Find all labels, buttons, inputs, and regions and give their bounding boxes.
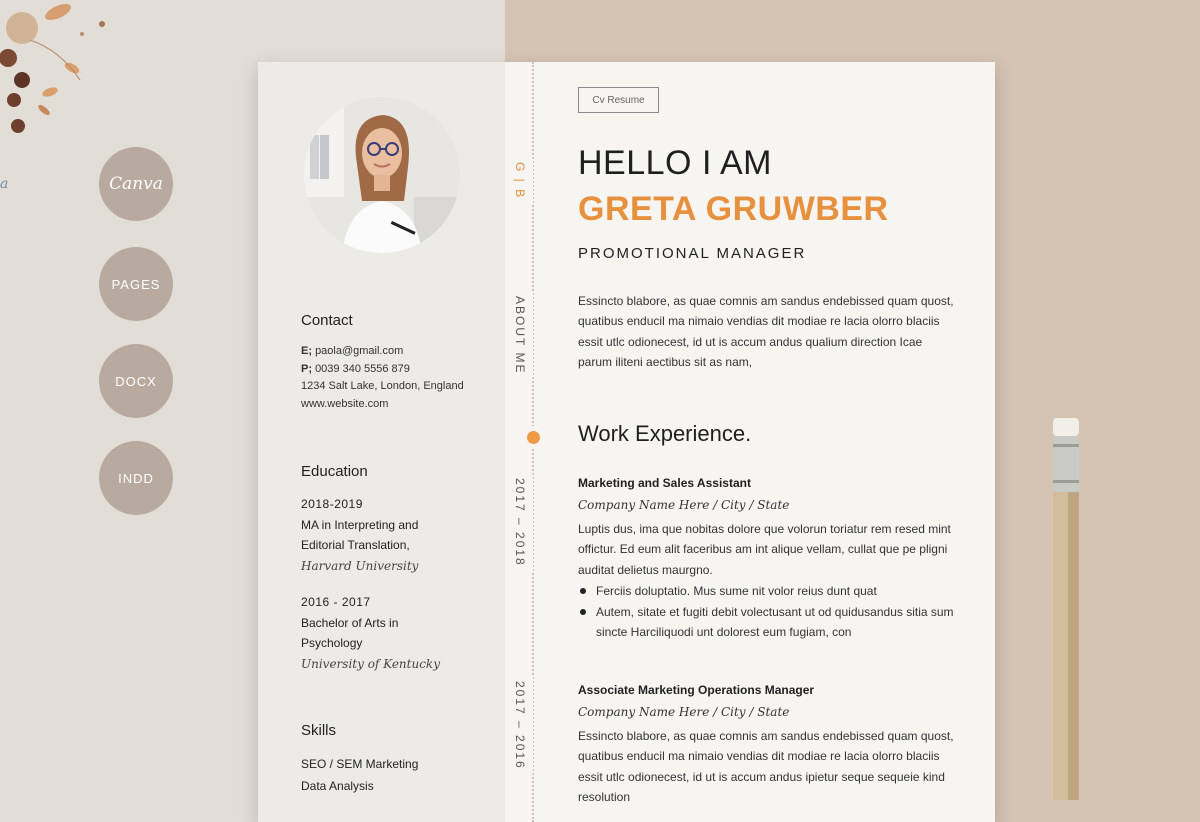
job-bullet: Autem, sitate et fugiti debit volectusant ut od quidusandus sitia sum sincte Harciliquodi unt dolorest eum fugiam, con (578, 602, 963, 643)
education-heading: Education (301, 463, 368, 480)
date-range: 2017 – 2018 (507, 474, 533, 571)
skill-item: SEO / SEM Marketing (301, 757, 419, 771)
contact-heading: Contact (301, 312, 353, 329)
cv-resume-tag: Cv Resume (578, 87, 659, 113)
resume-page (258, 62, 995, 822)
education-degree: MA in Interpreting and Editorial Translation, (301, 518, 419, 552)
job-company: Company Name Here / City / State (578, 705, 790, 719)
job-title: Marketing and Sales Assistant (578, 476, 751, 490)
job-description: Essincto blabore, as quae comnis am sandus endebissed quam quost, quatibus enducil ma nimaio vendias dit modiae re lacia olorro blaciis essit utlc odionecest, id ut is accum andus ipietur seque sequeie kind resolution (578, 729, 954, 804)
initials: G | B (507, 158, 533, 203)
job-company: Company Name Here / City / State (578, 498, 790, 512)
greeting: HELLO I AM (578, 144, 772, 182)
education-date: 2018-2019 (301, 497, 363, 511)
floral-decoration (0, 0, 115, 150)
job-description: Luptis dus, ima que nobitas dolore que volorun toriatur rem resed mint offictur. Ed eum alit faceribus am int alique vellam, cullat que pe pligni auditat delietus maurgno. (578, 522, 951, 577)
skills-heading: Skills (301, 722, 337, 739)
job-role: PROMOTIONAL MANAGER (578, 245, 807, 262)
person-name: GRETA GRUWBER (578, 190, 889, 228)
date-range: 2017 – 2016 (507, 677, 533, 774)
pencil-icon (1050, 418, 1082, 800)
phone-value: 0039 340 5556 879 (315, 362, 410, 375)
about-paragraph: Essincto blabore, as quae comnis am sandus endebissed quam quost, quatibus enducil ma nimaio vendias dit modiae re lacia olorro blaciis essit utlc odionecest, id ut is accum andus qualium direction Icae parum iliteni aectibus sit as nam, (578, 294, 954, 369)
timeline-dot (527, 431, 540, 444)
indd-format-badge: INDD (99, 441, 173, 515)
education-school: University of Kentucky (301, 657, 440, 671)
website: www.website.com (301, 397, 389, 410)
docx-format-badge: DOCX (99, 344, 173, 418)
education-school: Harvard University (301, 559, 419, 573)
address: 1234 Salt Lake, London, England (301, 380, 464, 392)
education-date: 2016 - 2017 (301, 595, 371, 609)
email-label: E; (301, 345, 312, 357)
canva-format-badge: Canva (99, 147, 173, 221)
phone-label: P; (301, 362, 312, 375)
job-bullets (578, 581, 963, 643)
job-bullet: Ferciis doluptatio. Mus sume nit volor reius dunt quat (578, 581, 963, 602)
about-me-label: ABOUT ME (507, 292, 533, 378)
work-experience-heading: Work Experience. (578, 421, 752, 446)
profile-photo (304, 97, 460, 253)
email-value: paola@gmail.com (315, 345, 404, 357)
education-degree: Bachelor of Arts in Psychology (301, 616, 399, 650)
side-letter: a (0, 176, 9, 192)
skill-item: Data Analysis (301, 779, 374, 793)
pages-format-badge: PAGES (99, 247, 173, 321)
contact-details (301, 343, 464, 413)
job-title: Associate Marketing Operations Manager (578, 683, 815, 697)
